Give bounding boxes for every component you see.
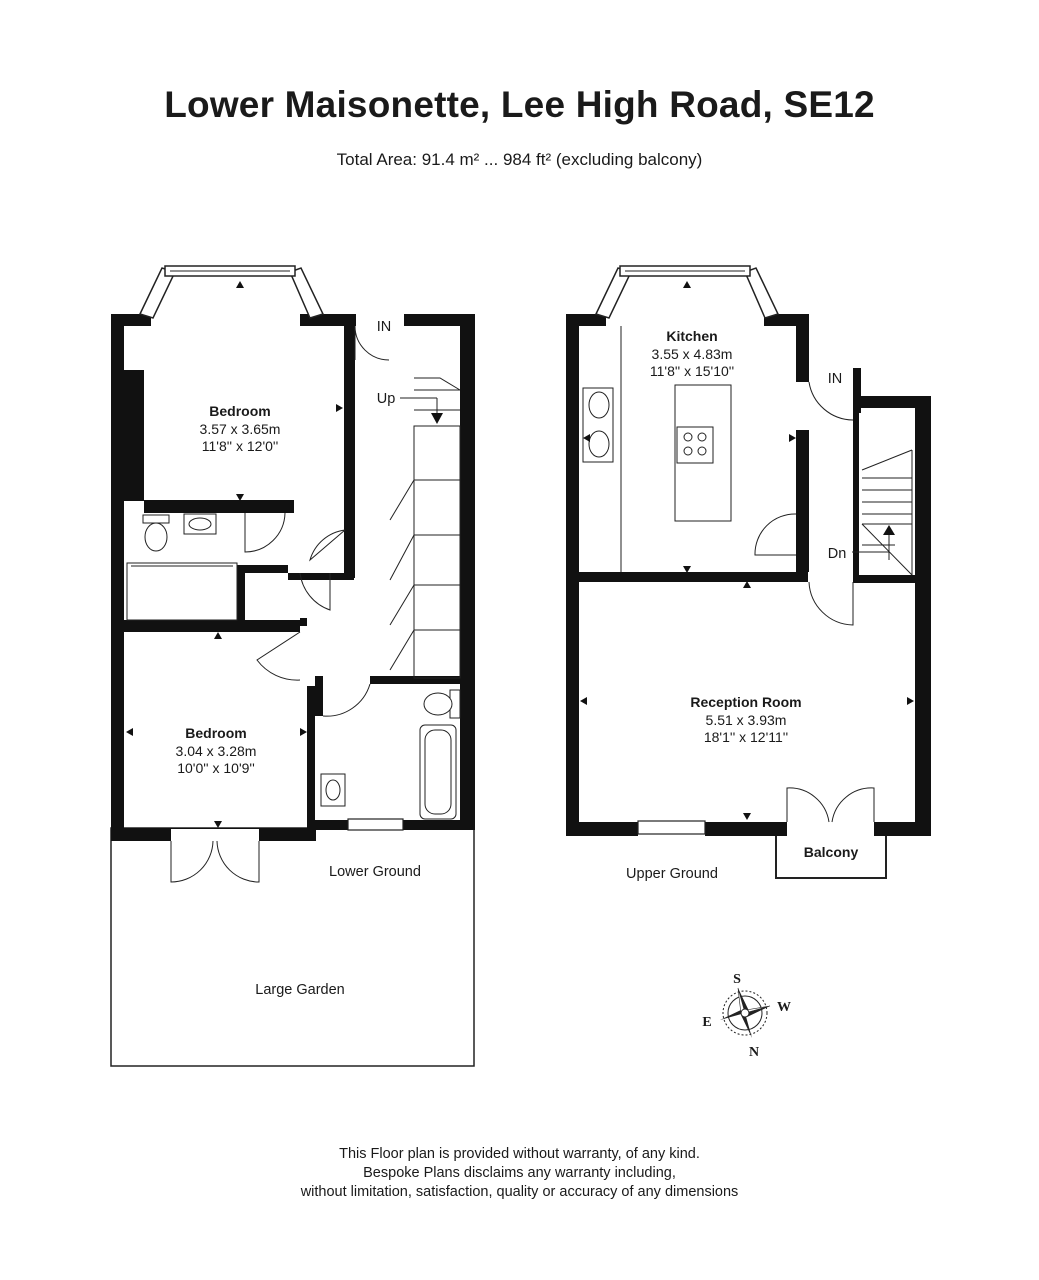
disclaimer-line: Bespoke Plans disclaims any warranty including, — [363, 1165, 676, 1181]
bedroom-2-imperial: 10'0'' x 10'9'' — [177, 760, 255, 776]
balcony-label: Balcony — [803, 844, 859, 860]
kitchen-name: Kitchen — [666, 328, 718, 344]
lower-bay-window — [140, 266, 323, 318]
lower-stairs — [390, 378, 460, 678]
upper-floor-label: Upper Ground — [626, 866, 718, 882]
lower-floor-label: Lower Ground — [329, 864, 421, 880]
upper-ground-plan — [566, 266, 931, 878]
lower-rear-window — [348, 819, 403, 830]
upper-stairs — [852, 450, 912, 575]
compass-s-label: S — [733, 972, 741, 987]
compass-w-label: W — [777, 1000, 791, 1015]
lower-entrance-label: IN — [376, 319, 392, 335]
bedroom-1-imperial: 11'8'' x 12'0'' — [201, 438, 279, 454]
kitchen-metric: 3.55 x 4.83m — [651, 346, 733, 362]
plan-title: Lower Maisonette, Lee High Road, SE12 — [164, 84, 875, 125]
disclaimer-line: without limitation, satisfaction, quality or accuracy of any dimensions — [300, 1184, 739, 1200]
lower-ground-plan — [111, 266, 475, 1066]
bedroom-1-name: Bedroom — [209, 403, 271, 419]
upper-rear-window — [638, 821, 705, 834]
compass-e-label: E — [702, 1015, 712, 1030]
upper-bay-window — [596, 266, 778, 318]
total-area-text: Total Area: 91.4 m² ... 984 ft² (excluding balcony) — [336, 150, 703, 169]
compass-rose-icon — [720, 988, 770, 1038]
lower-stairs-label: Up — [376, 391, 396, 407]
bedroom-2-metric: 3.04 x 3.28m — [175, 743, 257, 759]
upper-entrance-label: IN — [827, 371, 843, 387]
disclaimer — [0, 1145, 1039, 1202]
compass-n-label: N — [748, 1045, 760, 1060]
disclaimer-line: This Floor plan is provided without warranty, of any kind. — [339, 1146, 700, 1162]
kitchen-imperial: 11'8'' x 15'10'' — [649, 363, 735, 379]
reception-metric: 5.51 x 3.93m — [705, 712, 787, 728]
upper-stairs-label: Dn — [827, 546, 847, 562]
bedroom-1-metric: 3.57 x 3.65m — [199, 421, 281, 437]
reception-name: Reception Room — [690, 694, 802, 710]
bedroom-2-name: Bedroom — [185, 725, 247, 741]
garden-label: Large Garden — [255, 982, 345, 998]
reception-imperial: 18'1'' x 12'11'' — [703, 729, 789, 745]
